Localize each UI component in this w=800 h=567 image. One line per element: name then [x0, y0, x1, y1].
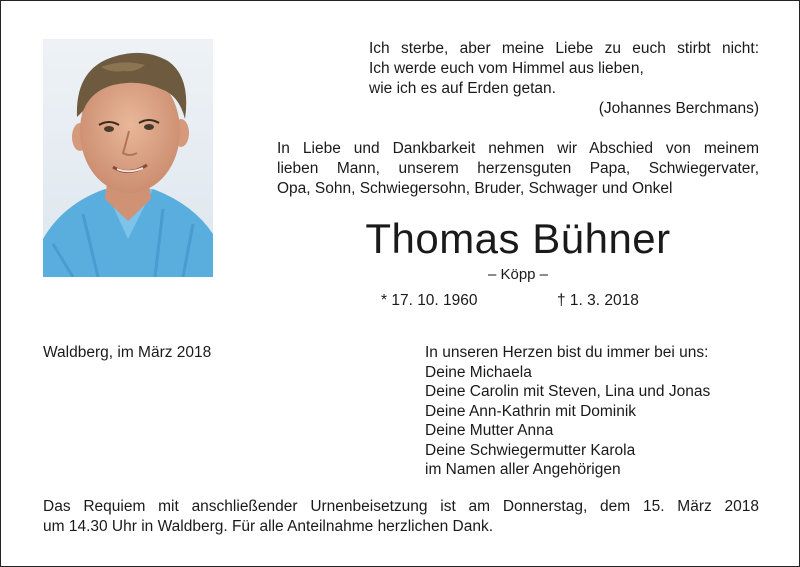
intro-line: lieben Mann, unserem herzensguten Papa, Schwiegervater, — [277, 160, 759, 177]
mourners-line: Deine Michaela — [425, 363, 532, 381]
mourners-line: Deine Schwiegermutter Karola — [425, 441, 636, 459]
quote-line: wie ich es auf Erden getan. — [369, 80, 556, 97]
mourners-line: Deine Mutter Anna — [425, 422, 554, 439]
intro-line: In Liebe und Dankbarkeit nehmen wir Abschied von meinem — [277, 140, 759, 157]
mourners-line: Deine Carolin mit Steven, Lina und Jonas — [425, 383, 711, 400]
deceased-nickname: – Köpp – — [487, 266, 549, 283]
mourners-line: In unseren Herzen bist du immer bei uns: — [425, 344, 709, 361]
deceased-name: Thomas Bühner — [365, 215, 671, 262]
quote-line: Ich sterbe, aber meine Liebe zu euch stirbt nicht: — [369, 40, 759, 57]
portrait-photo — [43, 39, 213, 277]
notice-line: Das Requiem mit anschließender Urnenbeisetzung ist am Donnerstag, dem 15. März 2018 — [43, 498, 759, 515]
mourners-line: im Namen aller Angehörigen — [425, 461, 621, 478]
mourners-list — [425, 343, 765, 480]
birth-date: * 17. 10. 1960 — [381, 292, 478, 309]
service-notice — [43, 497, 759, 537]
portrait-image — [43, 39, 213, 277]
place-and-date: Waldberg, im März 2018 — [43, 344, 212, 361]
intro-line: Opa, Sohn, Schwiegersohn, Bruder, Schwager und Onkel — [277, 180, 673, 197]
quote-attribution: (Johannes Berchmans) — [598, 100, 759, 117]
death-date: † 1. 3. 2018 — [557, 292, 639, 309]
farewell-intro — [277, 139, 759, 199]
quote-block — [369, 39, 759, 119]
notice-line: um 14.30 Uhr in Waldberg. Für alle Anteilnahme herzlichen Dank. — [43, 518, 494, 535]
mourners-line: Deine Ann-Kathrin mit Dominik — [425, 402, 637, 420]
quote-line: Ich werde euch vom Himmel aus lieben, — [369, 60, 644, 77]
